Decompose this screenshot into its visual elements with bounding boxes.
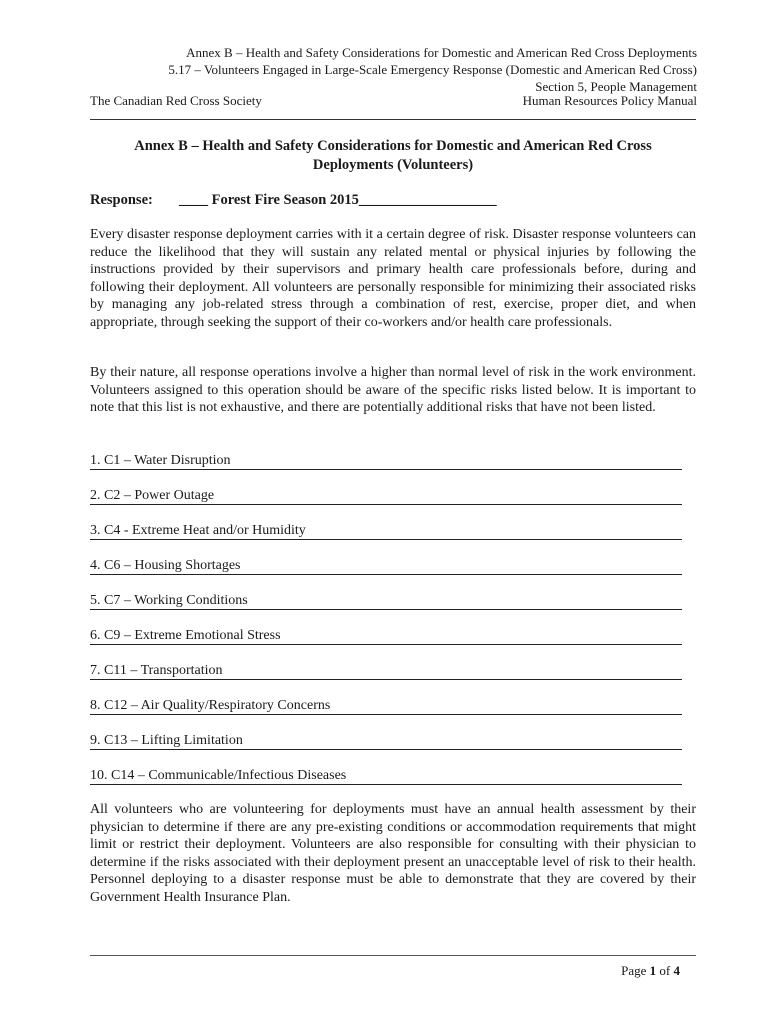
response-value: ____ Forest Fire Season 2015___________________ — [179, 192, 497, 208]
health-assessment-paragraph: All volunteers who are volunteering for deployments must have an annual health assessment by their physician to determine if there are any pre-existing conditions or accommodation requirements that might limit or restrict their deployment. Volunteers are also responsible for consulting with their physician to determine if the risks associated with their deployment present an unacceptable level of risk to their health. Personnel deploying to a disaster response must be able to demonstrate that they are covered by their Government Health Insurance Plan. — [90, 802, 696, 905]
list-item — [90, 557, 682, 592]
risk-list — [90, 452, 682, 802]
total-pages: 4 — [673, 963, 680, 978]
header-organization: The Canadian Red Cross Society — [90, 93, 262, 108]
list-item — [90, 487, 682, 522]
page-number — [621, 963, 680, 979]
header-divider — [90, 119, 696, 120]
risk-label: 1. C1 – Water Disruption — [90, 453, 231, 468]
underline — [90, 784, 682, 785]
underline — [90, 644, 682, 645]
underline — [90, 574, 682, 575]
risk-label: 8. C12 – Air Quality/Respiratory Concerns — [90, 698, 331, 713]
list-item — [90, 627, 682, 662]
underline — [90, 504, 682, 505]
list-item — [90, 592, 682, 627]
list-item — [90, 662, 682, 697]
underline — [90, 539, 682, 540]
risk-label: 6. C9 – Extreme Emotional Stress — [90, 628, 281, 643]
page-title — [90, 137, 696, 175]
underline — [90, 679, 682, 680]
risk-label: 9. C13 – Lifting Limitation — [90, 733, 243, 748]
page-word: Page — [621, 963, 647, 978]
header-annex-title: Annex B – Health and Safety Considerations for Domestic and American Red Cross Deployments — [186, 45, 697, 60]
risk-label: 10. C14 – Communicable/Infectious Diseases — [90, 768, 347, 783]
footer-divider — [90, 955, 696, 956]
underline — [90, 749, 682, 750]
intro-paragraph: Every disaster response deployment carries with it a certain degree of risk. Disaster response volunteers can reduce the likelihood that they will sustain any related mental or physical injuries by following the instructions provided by their supervisors and primary health care professionals before, during and following their deployment. All volunteers are personally responsible for minimizing their associated risks by managing any job-related stress through a combination of rest, exercise, proper diet, and when appropriate, through seeking the support of their co-workers and/or health care professionals. — [90, 227, 696, 330]
header-section-name: Section 5, People Management — [535, 79, 697, 94]
list-item — [90, 697, 682, 732]
header-manual-name: Human Resources Policy Manual — [522, 93, 697, 108]
risk-label: 2. C2 – Power Outage — [90, 488, 215, 503]
title-line-2: Deployments (Volunteers) — [312, 157, 474, 173]
of-word: of — [659, 963, 671, 978]
underline — [90, 714, 682, 715]
header-policy-section: 5.17 – Volunteers Engaged in Large-Scale Emergency Response (Domestic and American Red Cross) — [168, 62, 697, 77]
risk-label: 3. C4 - Extreme Heat and/or Humidity — [90, 523, 306, 538]
title-line-1: Annex B – Health and Safety Considerations for Domestic and American Red Cross — [134, 138, 652, 154]
risk-intro-paragraph: By their nature, all response operations involve a higher than normal level of risk in the work environment. Volunteers assigned to this operation should be aware of the specific risks listed below. It is important to note that this list is not exhaustive, and there are potentially additional risks that have not been listed. — [90, 365, 696, 416]
response-label: Response: — [90, 192, 153, 208]
list-item — [90, 767, 682, 802]
current-page: 1 — [649, 963, 657, 978]
risk-label: 7. C11 – Transportation — [90, 663, 223, 678]
underline — [90, 609, 682, 610]
underline — [90, 469, 682, 470]
risk-label: 5. C7 – Working Conditions — [90, 593, 248, 608]
response-field — [90, 192, 497, 209]
risk-label: 4. C6 – Housing Shortages — [90, 558, 241, 573]
list-item — [90, 522, 682, 557]
list-item — [90, 732, 682, 767]
list-item — [90, 452, 682, 487]
